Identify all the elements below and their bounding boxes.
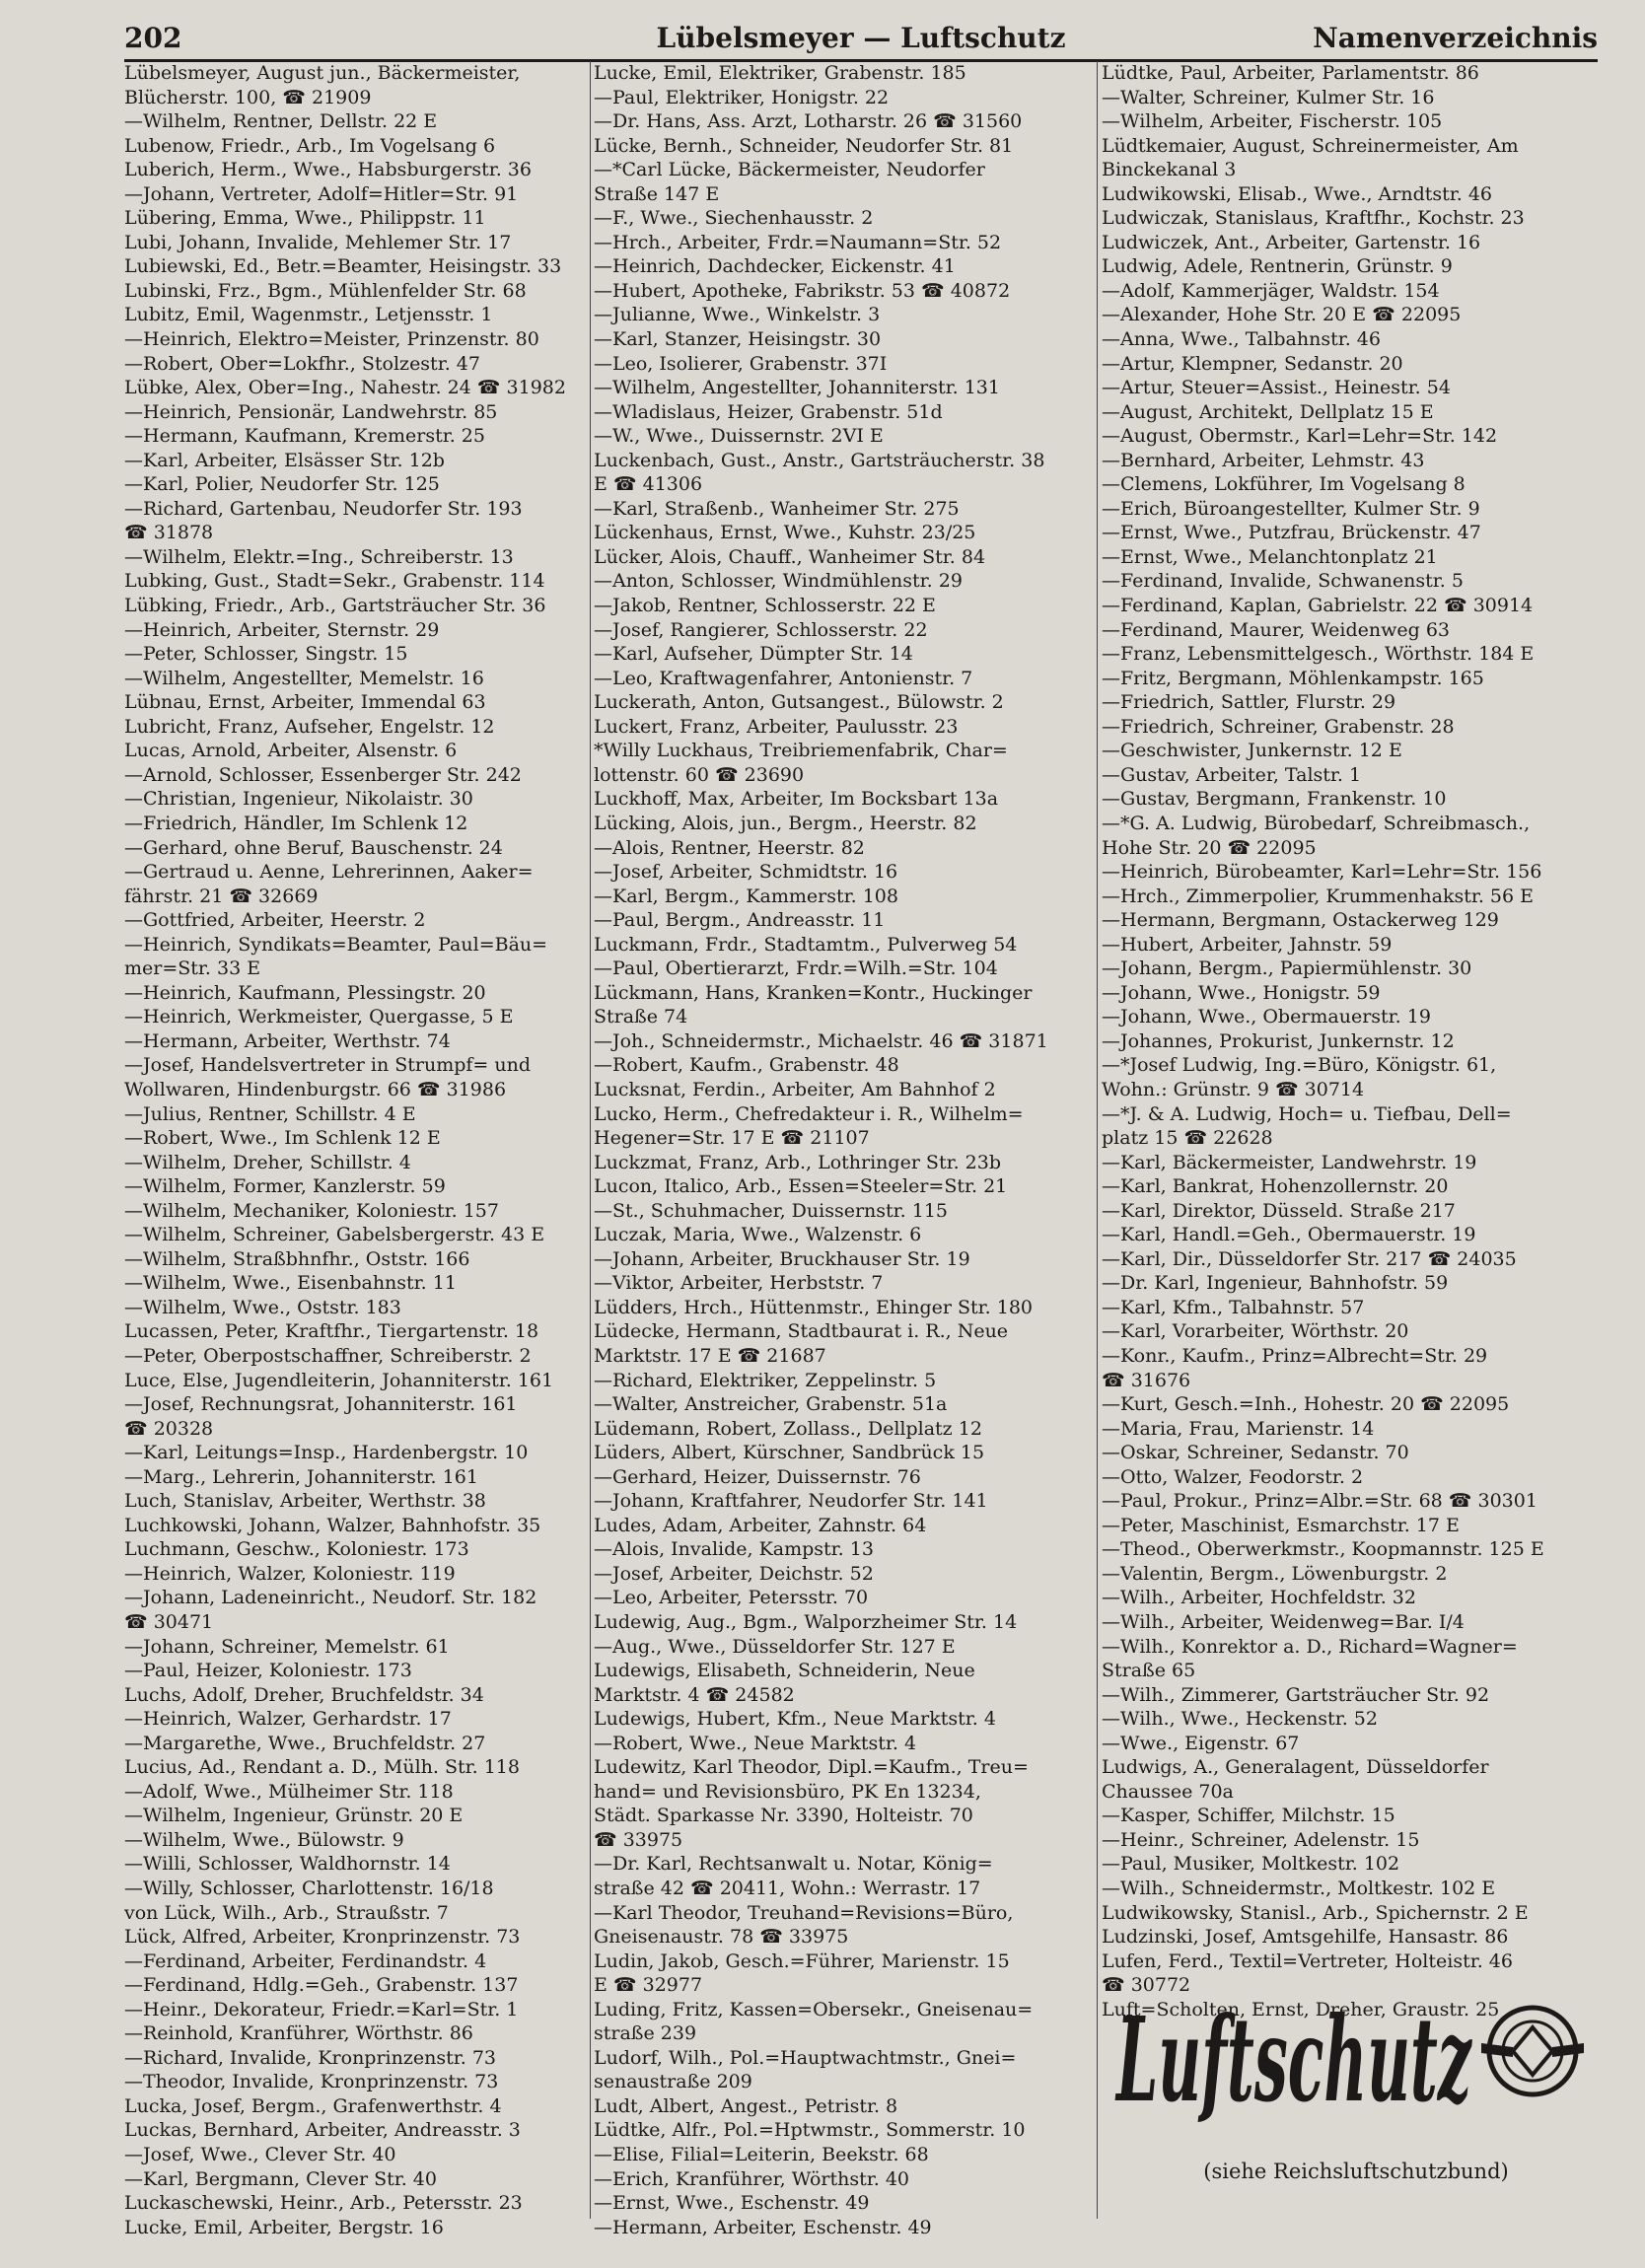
directory-entry-line: —Wilh., Konrektor a. D., Richard=Wagner= [1102, 1635, 1518, 1658]
directory-entry-line: —Maria, Frau, Marienstr. 14 [1102, 1417, 1375, 1440]
directory-entry-line: —Johann, Ladeneinricht., Neudorf. Str. 182 [124, 1587, 537, 1609]
directory-entry-line: Lübering, Emma, Wwe., Philippstr. 11 [124, 207, 486, 230]
directory-entry-line: —Julianne, Wwe., Winkelstr. 3 [594, 304, 881, 326]
directory-entry-line: Städt. Sparkasse Nr. 3390, Holteistr. 70 [594, 1805, 973, 1827]
directory-entry-line: —Alois, Rentner, Heerstr. 82 [594, 836, 865, 859]
directory-entry-line: Wollwaren, Hindenburgstr. 66 ☎ 31986 [124, 1078, 507, 1100]
directory-entry-line: —Heinrich, Pensionär, Landwehrstr. 85 [124, 400, 498, 423]
directory-entry-line: —Elise, Filial=Leiterin, Beekstr. 68 [594, 2144, 929, 2166]
directory-entry-line: —St., Schuhmacher, Duissernstr. 115 [594, 1199, 949, 1222]
directory-entry-line: —Karl Theodor, Treuhand=Revisions=Büro, [594, 1901, 1014, 1924]
directory-entry-line: —Heinrich, Elektro=Meister, Prinzenstr. 80 [124, 328, 539, 351]
directory-entry-line: —Walter, Schreiner, Kulmer Str. 16 [1102, 86, 1435, 108]
directory-entry-line: —Wilhelm, Angestellter, Memelstr. 16 [124, 667, 484, 689]
directory-entry-line: Ludwikowsky, Stanisl., Arb., Spichernstr. 2 E [1102, 1901, 1529, 1924]
directory-entry-line: ☎ 20328 [124, 1417, 214, 1440]
directory-entry-line: Lucon, Italico, Arb., Essen=Steeler=Str. 21 [594, 1175, 1008, 1198]
directory-entry-line: —Franz, Lebensmittelgesch., Wörthstr. 184 E [1102, 643, 1535, 666]
directory-entry-line: Luckaschewski, Heinr., Arb., Petersstr. 23 [124, 2192, 523, 2215]
directory-entry-line: —Wilhelm, Wwe., Eisenbahnstr. 11 [124, 1272, 457, 1295]
directory-entry-line: —Karl, Handl.=Geh., Obermauerstr. 19 [1102, 1224, 1476, 1246]
luftschutz-advert [1109, 1893, 1604, 2248]
directory-entry-line: —Hermann, Arbeiter, Eschenstr. 49 [594, 2216, 932, 2238]
rlb-emblem-icon [1481, 2008, 1584, 2094]
directory-entry-line: —Wilhelm, Rentner, Dellstr. 22 E [124, 110, 438, 133]
directory-entry-line: platz 15 ☎ 22628 [1102, 1127, 1273, 1150]
directory-entry-line: —Karl, Bergmann, Clever Str. 40 [124, 2167, 437, 2190]
directory-entry-line: Lufen, Ferd., Textil=Vertreter, Holteistr. 46 [1102, 1949, 1513, 1972]
directory-entry-line: Luchmann, Geschw., Koloniestr. 173 [124, 1538, 469, 1561]
directory-entry-line: —Johann, Wwe., Honigstr. 59 [1102, 981, 1381, 1004]
directory-entry-line: —Ernst, Wwe., Melanchtonplatz 21 [1102, 545, 1438, 568]
directory-entry-line: —Margarethe, Wwe., Bruchfeldstr. 27 [124, 1732, 486, 1754]
directory-entry-line: —Karl, Stanzer, Heisingstr. 30 [594, 328, 882, 351]
directory-entry-line: —Willy, Schlosser, Charlottenstr. 16/18 [124, 1878, 494, 1900]
directory-entry-line: —Johann, Bergm., Papiermühlenstr. 30 [1102, 957, 1472, 980]
directory-entry-line: Lubricht, Franz, Aufseher, Engelstr. 12 [124, 715, 495, 738]
running-head-range: Lübelsmeyer — Luftschutz [656, 22, 1066, 54]
directory-entry-line: —*J. & A. Ludwig, Hoch= u. Tiefbau, Dell= [1102, 1102, 1512, 1125]
directory-entry-line: —Ernst, Wwe., Eschenstr. 49 [594, 2192, 870, 2215]
directory-entry-line: —Hubert, Arbeiter, Jahnstr. 59 [1102, 933, 1393, 956]
directory-entry-line: —August, Architekt, Dellplatz 15 E [1102, 400, 1434, 423]
directory-entry-line: —Karl, Vorarbeiter, Wörthstr. 20 [1102, 1320, 1409, 1343]
directory-entry-line: —Ferdinand, Invalide, Schwanenstr. 5 [1102, 570, 1464, 593]
directory-entry-line: —Fritz, Bergmann, Möhlenkampstr. 165 [1102, 667, 1484, 689]
directory-entry-line: —Wilh., Wwe., Heckenstr. 52 [1102, 1708, 1378, 1731]
directory-entry-line: —Anna, Wwe., Talbahnstr. 46 [1102, 328, 1381, 351]
directory-entry-line: —Artur, Klempner, Sedanstr. 20 [1102, 352, 1403, 375]
directory-entry-line: Luckenbach, Gust., Anstr., Gartsträucherstr. 38 [594, 449, 1045, 471]
directory-entry-line: —Kurt, Gesch.=Inh., Hohestr. 20 ☎ 22095 [1102, 1393, 1510, 1416]
directory-entry-line: Lucke, Emil, Arbeiter, Bergstr. 16 [124, 2216, 444, 2238]
directory-entry-line: —Wilhelm, Schreiner, Gabelsbergerstr. 43 E [124, 1224, 545, 1246]
directory-entry-line: —Johann, Vertreter, Adolf=Hitler=Str. 91 [124, 182, 519, 205]
directory-entry-line: straße 239 [594, 2022, 697, 2045]
advert-caption: (siehe Reichsluftschutzbund) [1203, 2160, 1509, 2183]
directory-entry-line: Luckas, Bernhard, Arbeiter, Andreasstr. 3 [124, 2119, 521, 2142]
directory-entry-line: —Adolf, Wwe., Mülheimer Str. 118 [124, 1780, 454, 1803]
directory-entry-line: —Friedrich, Sattler, Flurstr. 29 [1102, 691, 1396, 714]
directory-entry-line: —Wilhelm, Wwe., Bülowstr. 9 [124, 1828, 404, 1851]
directory-entry-line: —Alois, Invalide, Kampstr. 13 [594, 1538, 874, 1561]
directory-entry-line: —Robert, Wwe., Im Schlenk 12 E [124, 1127, 441, 1150]
directory-entry-line: von Lück, Wilh., Arb., Straußstr. 7 [124, 1901, 449, 1924]
directory-entry-line: —Theod., Oberwerkmstr., Koopmannstr. 125 E [1102, 1538, 1544, 1561]
directory-entry-line: —Julius, Rentner, Schillstr. 4 E [124, 1102, 416, 1125]
directory-entry-line: —Johannes, Prokurist, Junkernstr. 12 [1102, 1029, 1455, 1052]
directory-entry-line: Luchkowski, Johann, Walzer, Bahnhofstr. 35 [124, 1514, 541, 1536]
directory-entry-line: —Josef, Arbeiter, Deichstr. 52 [594, 1562, 874, 1585]
directory-entry-line: fährstr. 21 ☎ 32669 [124, 885, 319, 907]
directory-entry-line: —Paul, Prokur., Prinz=Albr.=Str. 68 ☎ 30301 [1102, 1490, 1538, 1513]
directory-entry-line: Ludewitz, Karl Theodor, Dipl.=Kaufm., Treu= [594, 1756, 1029, 1779]
luftschutz-logo [1109, 1933, 1602, 2140]
directory-entry-line: —Gertraud u. Aenne, Lehrerinnen, Aaker= [124, 861, 534, 884]
directory-entry-line: Lübking, Friedr., Arb., Gartsträucher Str. 36 [124, 595, 546, 617]
column-divider [590, 61, 591, 2219]
directory-entry-line: —Paul, Heizer, Koloniestr. 173 [124, 1660, 412, 1682]
directory-entry-line: Ludin, Jakob, Gesch.=Führer, Marienstr. 15 [594, 1949, 1010, 1972]
directory-entry-line: —August, Obermstr., Karl=Lehr=Str. 142 [1102, 425, 1498, 448]
directory-entry-line: —Hermann, Arbeiter, Werthstr. 74 [124, 1029, 451, 1052]
directory-entry-line: Lubenow, Friedr., Arb., Im Vogelsang 6 [124, 134, 496, 157]
directory-entry-line: —Adolf, Kammerjäger, Waldstr. 154 [1102, 279, 1440, 302]
directory-entry-line: —Peter, Schlosser, Singstr. 15 [124, 643, 408, 666]
directory-entry-line: Binckekanal 3 [1102, 159, 1237, 181]
directory-entry-line: Lucassen, Peter, Kraftfhr., Tiergartenstr. 18 [124, 1320, 539, 1343]
directory-entry-line: —Arnold, Schlosser, Essenberger Str. 242 [124, 763, 522, 786]
directory-entry-line: Luch, Stanislav, Arbeiter, Werthstr. 38 [124, 1490, 486, 1513]
directory-entry-line: Luberich, Herm., Wwe., Habsburgerstr. 36 [124, 159, 532, 181]
directory-entry-line: Lucksnat, Ferdin., Arbeiter, Am Bahnhof 2 [594, 1078, 996, 1100]
directory-entry-line: —Wilhelm, Former, Kanzlerstr. 59 [124, 1175, 446, 1198]
directory-entry-line: —Peter, Oberpostschaffner, Schreiberstr. 2 [124, 1344, 532, 1367]
directory-entry-line: —Heinrich, Bürobeamter, Karl=Lehr=Str. 156 [1102, 861, 1542, 884]
directory-entry-line: —Heinrich, Kaufmann, Plessingstr. 20 [124, 981, 486, 1004]
page-number: 202 [124, 22, 182, 54]
directory-entry-line: Ludewigs, Elisabeth, Schneiderin, Neue [594, 1660, 975, 1682]
directory-entry-line: Lückmann, Hans, Kranken=Kontr., Huckinger [594, 981, 1033, 1004]
directory-entry-line: Lubking, Gust., Stadt=Sekr., Grabenstr. 114 [124, 570, 545, 593]
directory-entry-line: Lübke, Alex, Ober=Ing., Nahestr. 24 ☎ 31982 [124, 377, 566, 399]
directory-entry-line: —Wilh., Arbeiter, Weidenweg=Bar. I/4 [1102, 1611, 1465, 1633]
directory-entry-line: —Marg., Lehrerin, Johanniterstr. 161 [124, 1465, 478, 1488]
directory-entry-line: —Robert, Wwe., Neue Marktstr. 4 [594, 1732, 917, 1754]
directory-entry-line: hand= und Revisionsbüro, PK En 13234, [594, 1780, 981, 1803]
directory-entry-line: —Heinrich, Walzer, Koloniestr. 119 [124, 1562, 456, 1585]
directory-entry-line: —Wilhelm, Wwe., Oststr. 183 [124, 1296, 401, 1318]
directory-entry-line: —Heinrich, Syndikats=Beamter, Paul=Bäu= [124, 933, 548, 956]
directory-entry-line: Ludwig, Adele, Rentnerin, Grünstr. 9 [1102, 255, 1453, 278]
directory-entry-line: —Karl, Aufseher, Dümpter Str. 14 [594, 643, 913, 666]
directory-entry-line: Lübnau, Ernst, Arbeiter, Immendal 63 [124, 691, 486, 714]
directory-entry-line: —Reinhold, Kranführer, Wörthstr. 86 [124, 2022, 473, 2045]
directory-entry-line: Marktstr. 17 E ☎ 21687 [594, 1344, 826, 1367]
directory-entry-line: Lübelsmeyer, August jun., Bäckermeister, [124, 62, 521, 84]
directory-entry-line: Ludt, Albert, Angest., Petristr. 8 [594, 2094, 898, 2117]
directory-entry-line: Straße 65 [1102, 1660, 1196, 1682]
directory-entry-line: —Gustav, Arbeiter, Talstr. 1 [1102, 763, 1362, 786]
directory-entry-line: —Ferdinand, Arbeiter, Ferdinandstr. 4 [124, 1949, 487, 1972]
directory-entry-line: —W., Wwe., Duissernstr. 2VI E [594, 425, 884, 448]
directory-entry-line: ☎ 33975 [594, 1828, 683, 1851]
directory-entry-line: —Wilhelm, Arbeiter, Fischerstr. 105 [1102, 110, 1443, 133]
directory-entry-line: Hohe Str. 20 ☎ 22095 [1102, 836, 1317, 859]
directory-entry-line: —Dr. Karl, Ingenieur, Bahnhofstr. 59 [1102, 1272, 1449, 1295]
directory-entry-line: —Valentin, Bergm., Löwenburgstr. 2 [1102, 1562, 1448, 1585]
directory-entry-line: —Heinrich, Arbeiter, Sternstr. 29 [124, 618, 440, 641]
directory-entry-line: —Karl, Dir., Düsseldorfer Str. 217 ☎ 24035 [1102, 1247, 1517, 1270]
directory-entry-line: —Gerhard, ohne Beruf, Bauschenstr. 24 [124, 836, 503, 859]
directory-entry-line: Ludwigs, A., Generalagent, Düsseldorfer [1102, 1756, 1489, 1779]
directory-entry-line: —Wilhelm, Ingenieur, Grünstr. 20 E [124, 1805, 464, 1827]
directory-entry-line: —Joh., Schneidermstr., Michaelstr. 46 ☎ 31871 [594, 1029, 1048, 1052]
directory-entry-line: —Erich, Kranführer, Wörthstr. 40 [594, 2167, 910, 2190]
directory-entry-line: Luckerath, Anton, Gutsangest., Bülowstr. 2 [594, 691, 1004, 714]
directory-entry-line: —Gottfried, Arbeiter, Heerstr. 2 [124, 909, 426, 932]
directory-entry-line: —Ernst, Wwe., Putzfrau, Brückenstr. 47 [1102, 522, 1481, 544]
directory-entry-line: —Heinrich, Walzer, Gerhardstr. 17 [124, 1708, 452, 1731]
directory-entry-line: Luckert, Franz, Arbeiter, Paulusstr. 23 [594, 715, 959, 738]
logo-text: Luftschutz [1114, 1991, 1473, 2128]
directory-entry-line: —Richard, Gartenbau, Neudorfer Str. 193 [124, 497, 523, 520]
directory-entry-line: Wohn.: Grünstr. 9 ☎ 30714 [1102, 1078, 1365, 1100]
directory-entry-line: —Leo, Isolierer, Grabenstr. 37I [594, 352, 888, 375]
directory-entry-line: lottenstr. 60 ☎ 23690 [594, 763, 805, 786]
directory-entry-line: Lubiewski, Ed., Betr.=Beamter, Heisingstr. 33 [124, 255, 562, 278]
directory-entry-line: —Konr., Kaufm., Prinz=Albrecht=Str. 29 [1102, 1344, 1488, 1367]
directory-entry-line: Straße 147 E [594, 182, 720, 205]
directory-entry-line: —Aug., Wwe., Düsseldorfer Str. 127 E [594, 1635, 956, 1658]
directory-entry-line: Lüdders, Hrch., Hüttenmstr., Ehinger Str. 180 [594, 1296, 1033, 1318]
directory-entry-line: ☎ 30772 [1102, 1974, 1191, 1997]
directory-entry-line: —Paul, Musiker, Moltkestr. 102 [1102, 1853, 1400, 1876]
directory-entry-line: Marktstr. 4 ☎ 24582 [594, 1683, 795, 1706]
directory-entry-line: —Erich, Büroangestellter, Kulmer Str. 9 [1102, 497, 1480, 520]
directory-entry-line: straße 42 ☎ 20411, Wohn.: Werrastr. 17 [594, 1878, 981, 1900]
directory-entry-line: —Wilhelm, Dreher, Schillstr. 4 [124, 1151, 411, 1173]
directory-entry-line: —Karl, Bankrat, Hohenzollernstr. 20 [1102, 1175, 1449, 1198]
directory-entry-line: ☎ 31878 [124, 522, 214, 544]
directory-entry-line: mer=Str. 33 E [124, 957, 261, 980]
directory-entry-line: —Karl, Bäckermeister, Landwehrstr. 19 [1102, 1151, 1477, 1173]
directory-entry-line: —Gerhard, Heizer, Duissernstr. 76 [594, 1465, 921, 1488]
section-title: Namenverzeichnis [1313, 22, 1598, 54]
directory-entry-line: —Oskar, Schreiner, Sedanstr. 70 [1102, 1442, 1409, 1464]
directory-entry-line: —Heinr., Schreiner, Adelenstr. 15 [1102, 1828, 1420, 1851]
directory-entry-line: —Heinr., Dekorateur, Friedr.=Karl=Str. 1 [124, 1998, 519, 2020]
directory-entry-line: —Otto, Walzer, Feodorstr. 2 [1102, 1465, 1364, 1488]
directory-entry-line: —Wilhelm, Straßbhnfhr., Oststr. 166 [124, 1247, 470, 1270]
directory-entry-line: Ludewig, Aug., Bgm., Walporzheimer Str. 14 [594, 1611, 1018, 1633]
directory-entry-line: —Josef, Arbeiter, Schmidtstr. 16 [594, 861, 898, 884]
directory-entry-line: —Ferdinand, Hdlg.=Geh., Grabenstr. 137 [124, 1974, 519, 1997]
directory-entry-line: —Dr. Karl, Rechtsanwalt u. Notar, König= [594, 1853, 993, 1876]
directory-entry-line: —Willi, Schlosser, Waldhornstr. 14 [124, 1853, 451, 1876]
directory-entry-line: —Wwe., Eigenstr. 67 [1102, 1732, 1300, 1754]
directory-entry-line: —Viktor, Arbeiter, Herbststr. 7 [594, 1272, 884, 1295]
directory-entry-line: —Alexander, Hohe Str. 20 E ☎ 22095 [1102, 304, 1462, 326]
directory-entry-line: —Wilh., Zimmerer, Gartsträucher Str. 92 [1102, 1683, 1490, 1706]
directory-entry-line: Lubi, Johann, Invalide, Mehlemer Str. 17 [124, 231, 512, 253]
directory-entry-line: —Heinrich, Dachdecker, Eickenstr. 41 [594, 255, 956, 278]
directory-entry-line: —*G. A. Ludwig, Bürobedarf, Schreibmasch., [1102, 812, 1531, 834]
directory-entry-line: ☎ 31676 [1102, 1369, 1191, 1391]
directory-entry-line: —Karl, Kfm., Talbahnstr. 57 [1102, 1296, 1365, 1318]
directory-entry-line: Lück, Alfred, Arbeiter, Kronprinzenstr. 73 [124, 1926, 521, 1949]
directory-entry-line: —Wilh., Arbeiter, Hochfeldstr. 32 [1102, 1587, 1416, 1609]
directory-entry-line: —Karl, Leitungs=Insp., Hardenbergstr. 10 [124, 1442, 529, 1464]
directory-entry-line: —Gustav, Bergmann, Frankenstr. 10 [1102, 788, 1447, 811]
directory-entry-line: —Johann, Arbeiter, Bruckhauser Str. 19 [594, 1247, 970, 1270]
directory-entry-line: —Paul, Obertierarzt, Frdr.=Wilh.=Str. 104 [594, 957, 998, 980]
directory-entry-line: —Paul, Bergm., Andreasstr. 11 [594, 909, 886, 932]
directory-entry-line: —Heinrich, Werkmeister, Quergasse, 5 E [124, 1006, 514, 1028]
directory-entry-line: Luce, Else, Jugendleiterin, Johanniterstr. 161 [124, 1369, 554, 1391]
directory-entry-line: Gneisenaustr. 78 ☎ 33975 [594, 1926, 849, 1949]
directory-entry-line: Lucka, Josef, Bergm., Grafenwerthstr. 4 [124, 2094, 502, 2117]
directory-entry-line: —Wladislaus, Heizer, Grabenstr. 51d [594, 400, 943, 423]
directory-entry-line: Lubitz, Emil, Wagenmstr., Letjensstr. 1 [124, 304, 493, 326]
directory-entry-line: Luft=Scholten, Ernst, Dreher, Graustr. 25 [1102, 1998, 1500, 2020]
directory-entry-line: —Josef, Handelsvertreter in Strumpf= und [124, 1054, 532, 1077]
column-3 [1102, 61, 1610, 2021]
directory-entry-line: Lüdtke, Paul, Arbeiter, Parlamentstr. 86 [1102, 62, 1479, 84]
directory-entry-line: Luckmann, Frdr., Stadtamtm., Pulverweg 54 [594, 933, 1018, 956]
directory-entry-line: —Johann, Kraftfahrer, Neudorfer Str. 141 [594, 1490, 988, 1513]
directory-entry-line: Lücker, Alois, Chauff., Wanheimer Str. 84 [594, 545, 986, 568]
directory-entry-line: Hegener=Str. 17 E ☎ 21107 [594, 1127, 870, 1150]
directory-entry-line: Luding, Fritz, Kassen=Obersekr., Gneisenau= [594, 1998, 1034, 2020]
directory-entry-line: —Hermann, Kaufmann, Kremerstr. 25 [124, 425, 485, 448]
directory-entry-line: —Dr. Hans, Ass. Arzt, Lotharstr. 26 ☎ 31560 [594, 110, 1023, 133]
directory-entry-line: *Willy Luckhaus, Treibriemenfabrik, Char= [594, 740, 1008, 762]
directory-entry-line: —Bernhard, Arbeiter, Lehmstr. 43 [1102, 449, 1425, 471]
directory-entry-line: ☎ 30471 [124, 1611, 214, 1633]
directory-entry-line: Ludwiczek, Ant., Arbeiter, Gartenstr. 16 [1102, 231, 1481, 253]
directory-entry-line: Lüdtke, Alfr., Pol.=Hptwmstr., Sommerstr. 10 [594, 2119, 1026, 2142]
directory-entry-line: Lückenhaus, Ernst, Wwe., Kuhstr. 23/25 [594, 522, 976, 544]
directory-entry-line: —Wilh., Schneidermstr., Moltkestr. 102 E [1102, 1878, 1496, 1900]
directory-entry-line: Lüdecke, Hermann, Stadtbaurat i. R., Neue [594, 1320, 1009, 1343]
directory-entry-line: —Friedrich, Schreiner, Grabenstr. 28 [1102, 715, 1455, 738]
directory-entry-line: —Richard, Invalide, Kronprinzenstr. 73 [124, 2046, 496, 2069]
directory-entry-line: —Karl, Direktor, Düsseld. Straße 217 [1102, 1199, 1456, 1222]
directory-entry-line: —Clemens, Lokführer, Im Vogelsang 8 [1102, 473, 1466, 496]
directory-entry-line: Blücherstr. 100, ☎ 21909 [124, 86, 372, 108]
directory-entry-line: Ludzinski, Josef, Amtsgehilfe, Hansastr. 86 [1102, 1926, 1509, 1949]
directory-entry-line: Straße 74 [594, 1006, 688, 1028]
directory-entry-line: —Theodor, Invalide, Kronprinzenstr. 73 [124, 2071, 499, 2093]
directory-entry-line: —Anton, Schlosser, Windmühlenstr. 29 [594, 570, 963, 593]
directory-entry-line: Lücking, Alois, jun., Bergm., Heerstr. 82 [594, 812, 977, 834]
directory-entry-line: Lucius, Ad., Rendant a. D., Mülh. Str. 118 [124, 1756, 520, 1779]
directory-entry-line: Luchs, Adolf, Dreher, Bruchfeldstr. 34 [124, 1683, 484, 1706]
directory-entry-line: Ludwikowski, Elisab., Wwe., Arndtstr. 46 [1102, 182, 1493, 205]
directory-entry-line: Ludorf, Wilh., Pol.=Hauptwachtmstr., Gnei= [594, 2046, 1017, 2069]
directory-entry-line: —Josef, Wwe., Clever Str. 40 [124, 2144, 396, 2166]
directory-entry-line: Lüdtkemaier, August, Schreinermeister, Am [1102, 134, 1519, 157]
directory-entry-line: Lucas, Arnold, Arbeiter, Alsenstr. 6 [124, 740, 458, 762]
directory-entry-line: —Hubert, Apotheke, Fabrikstr. 53 ☎ 40872 [594, 279, 1011, 302]
directory-entry-line: —F., Wwe., Siechenhausstr. 2 [594, 207, 874, 230]
directory-entry-line: —*Carl Lücke, Bäckermeister, Neudorfer [594, 159, 985, 181]
directory-entry-line: Ludewigs, Hubert, Kfm., Neue Marktstr. 4 [594, 1708, 996, 1731]
directory-entry-line: —*Josef Ludwig, Ing.=Büro, Königstr. 61, [1102, 1054, 1497, 1077]
directory-entry-line: Ludes, Adam, Arbeiter, Zahnstr. 64 [594, 1514, 927, 1536]
directory-entry-line: senaustraße 209 [594, 2071, 752, 2093]
directory-entry-line: —Leo, Arbeiter, Petersstr. 70 [594, 1587, 869, 1609]
directory-entry-line: —Johann, Wwe., Obermauerstr. 19 [1102, 1006, 1431, 1028]
directory-entry-line: —Ferdinand, Kaplan, Gabrielstr. 22 ☎ 30914 [1102, 595, 1534, 617]
directory-entry-line: —Richard, Elektriker, Zeppelinstr. 5 [594, 1369, 937, 1391]
directory-entry-line: —Karl, Polier, Neudorfer Str. 125 [124, 473, 440, 496]
directory-entry-line: —Paul, Elektriker, Honigstr. 22 [594, 86, 890, 108]
directory-entry-line: Lucko, Herm., Chefredakteur i. R., Wilhelm= [594, 1102, 1024, 1125]
directory-entry-line: Luczak, Maria, Wwe., Walzenstr. 6 [594, 1224, 922, 1246]
directory-entry-line: E ☎ 41306 [594, 473, 703, 496]
directory-entry-line: —Hrch., Arbeiter, Frdr.=Naumann=Str. 52 [594, 231, 1002, 253]
directory-entry-line: —Walter, Anstreicher, Grabenstr. 51a [594, 1393, 948, 1416]
directory-entry-line: Lucke, Emil, Elektriker, Grabenstr. 185 [594, 62, 966, 84]
directory-entry-line: —Hermann, Bergmann, Ostackerweg 129 [1102, 909, 1499, 932]
directory-entry-line: —Ferdinand, Maurer, Weidenweg 63 [1102, 618, 1451, 641]
directory-entry-line: —Jakob, Rentner, Schlosserstr. 22 E [594, 595, 936, 617]
directory-entry-line: —Karl, Arbeiter, Elsässer Str. 12b [124, 449, 445, 471]
directory-entry-line: —Karl, Bergm., Kammerstr. 108 [594, 885, 898, 907]
column-divider [1097, 61, 1098, 2219]
directory-entry-line: —Leo, Kraftwagenfahrer, Antonienstr. 7 [594, 667, 973, 689]
directory-entry-line: —Peter, Maschinist, Esmarchstr. 17 E [1102, 1514, 1460, 1536]
directory-entry-line: —Josef, Rechnungsrat, Johanniterstr. 161 [124, 1393, 518, 1416]
directory-entry-line: E ☎ 32977 [594, 1974, 703, 1997]
directory-entry-line: —Karl, Straßenb., Wanheimer Str. 275 [594, 497, 960, 520]
directory-entry-line: —Josef, Rangierer, Schlosserstr. 22 [594, 618, 928, 641]
directory-entry-line: —Wilhelm, Mechaniker, Koloniestr. 157 [124, 1199, 499, 1222]
directory-entry-line: —Kasper, Schiffer, Milchstr. 15 [1102, 1805, 1395, 1827]
directory-entry-line: Chaussee 70a [1102, 1780, 1234, 1803]
directory-entry-line: Ludwiczak, Stanislaus, Kraftfhr., Kochstr. 23 [1102, 207, 1525, 230]
directory-entry-line: —Friedrich, Händler, Im Schlenk 12 [124, 812, 468, 834]
directory-entry-line: —Robert, Ober=Lokfhr., Stolzestr. 47 [124, 352, 480, 375]
directory-entry-line: —Robert, Kaufm., Grabenstr. 48 [594, 1054, 899, 1077]
directory-entry-line: —Artur, Steuer=Assist., Heinestr. 54 [1102, 377, 1451, 399]
directory-entry-line: —Christian, Ingenieur, Nikolaistr. 30 [124, 788, 473, 811]
directory-entry-line: Luckzmat, Franz, Arb., Lothringer Str. 23b [594, 1151, 1001, 1173]
column-1 [124, 61, 588, 2239]
directory-entry-line: —Geschwister, Junkernstr. 12 E [1102, 740, 1402, 762]
directory-entry-line: Lücke, Bernh., Schneider, Neudorfer Str. 81 [594, 134, 1014, 157]
directory-entry-line: —Hrch., Zimmerpolier, Krummenhakstr. 56 E [1102, 885, 1535, 907]
directory-entry-line: Lüdemann, Robert, Zollass., Dellplatz 12 [594, 1417, 982, 1440]
directory-entry-line: —Wilhelm, Elektr.=Ing., Schreiberstr. 13 [124, 545, 514, 568]
directory-entry-line: Luckhoff, Max, Arbeiter, Im Bocksbart 13a [594, 788, 999, 811]
directory-entry-line: Lüders, Albert, Kürschner, Sandbrück 15 [594, 1442, 985, 1464]
directory-entry-line: Lubinski, Frz., Bgm., Mühlenfelder Str. 68 [124, 279, 527, 302]
page-header [124, 18, 1598, 62]
directory-entry-line: —Wilhelm, Angestellter, Johanniterstr. 131 [594, 377, 1000, 399]
directory-entry-line: —Johann, Schreiner, Memelstr. 61 [124, 1635, 450, 1658]
column-2 [594, 61, 1095, 2239]
